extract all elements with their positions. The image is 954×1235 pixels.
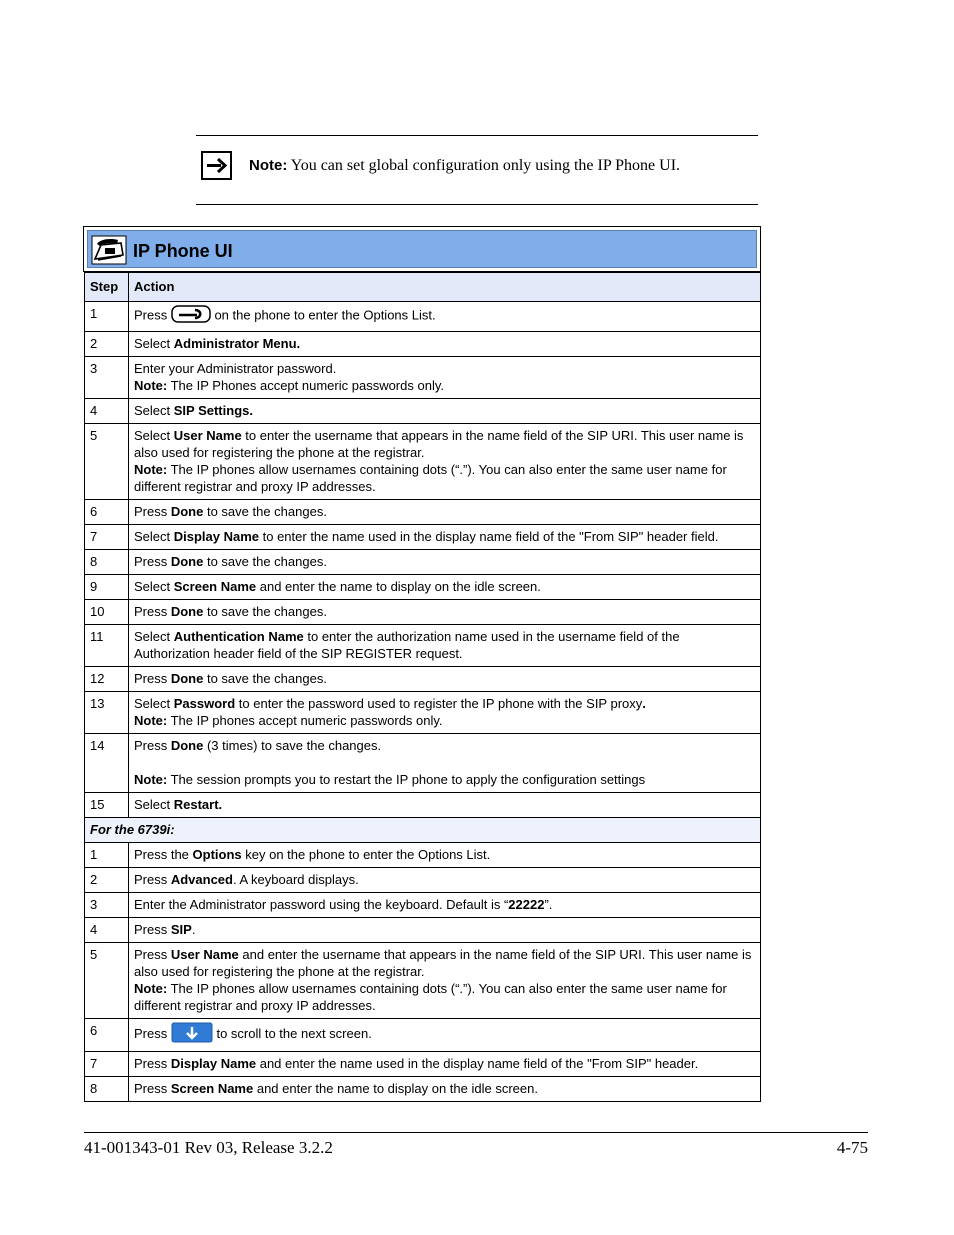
bold-text: User Name [173,428,242,443]
action-text: . A keyboard displays. [232,872,359,887]
action-text: The session prompts you to restart the IP phone to apply the configuration settings [167,772,646,787]
table-row [85,332,761,357]
action-text: Press [134,738,171,753]
step-action [129,550,761,575]
table-row [85,843,761,868]
step-number: 1 [85,302,129,332]
bold-text: User Name [170,947,239,962]
bold-text: SIP Settings. [173,403,253,418]
table-row [85,1019,761,1052]
action-text: Press [134,671,171,686]
action-text: and enter the name used in the display name field of the "From SIP" header. [256,1056,699,1071]
table-row [85,625,761,667]
bold-text: Note: [134,378,168,393]
action-text: to enter the name used in the display name field of the "From SIP" header field. [259,529,719,544]
bold-text: Administrator Menu. [173,336,301,351]
action-text: and enter the name to display on the idle screen. [253,1081,538,1096]
bold-text: Note: [134,772,168,787]
step-action [129,575,761,600]
bold-text: Done [170,738,204,753]
down-arrow-key-icon [171,1022,213,1047]
bold-text: Screen Name [173,579,257,594]
step-number: 4 [85,918,129,943]
step-number: 3 [85,357,129,399]
bold-text: Screen Name [170,1081,254,1096]
bold-text: Display Name [170,1056,257,1071]
action-text: ”. [544,897,553,912]
action-text: Press [134,1025,171,1041]
page-number: 4-75 [836,1138,868,1157]
step-number: 6 [85,500,129,525]
action-text: to scroll to the next screen. [212,1025,372,1041]
table-row [85,943,761,1019]
table-row [85,734,761,793]
step-number: 5 [85,424,129,500]
step-number: 8 [85,550,129,575]
step-action [129,332,761,357]
step-action [129,500,761,525]
bold-text: . [642,696,646,711]
action-text: The IP phones allow usernames containing dots (“.”). You can also enter the same user name for different registrar and proxy IP addresses. [134,462,727,494]
step-action [129,625,761,667]
step-number: 10 [85,600,129,625]
step-number: 13 [85,692,129,734]
action-text: Press [134,872,171,887]
step-action [129,1077,761,1102]
step-number: 2 [85,332,129,357]
bottom-rule [196,204,758,205]
bold-text: SIP [170,922,192,937]
bold-text: 22222 [508,897,545,912]
action-text: (3 times) to save the changes. [203,738,382,753]
action-text: Select [134,797,174,812]
action-text: The IP Phones accept numeric passwords only. [167,378,444,393]
step-number: 4 [85,399,129,424]
step-number: 6 [85,1019,129,1052]
action-text: Press [134,1081,171,1096]
steps-table [84,272,761,1102]
bold-text: Done [170,671,204,686]
step-action [129,734,761,793]
step-number: 15 [85,793,129,818]
bold-text: Display Name [173,529,260,544]
action-text: Press [134,554,171,569]
step-number: 14 [85,734,129,793]
options-key-icon [171,305,211,327]
step-header: Step [85,273,129,302]
action-text: The IP phones allow usernames containing dots (“.”). You can also enter the same user name for different registrar and proxy IP addresses. [134,981,727,1013]
arrow-right-icon [201,151,232,180]
table-row [85,667,761,692]
action-text: and enter the name to display on the idle screen. [256,579,541,594]
step-action [129,793,761,818]
step-action [129,357,761,399]
step-number: 1 [85,843,129,868]
table-row [85,424,761,500]
step-number: 9 [85,575,129,600]
table-row [85,1052,761,1077]
action-text: Select [134,696,174,711]
step-action [129,843,761,868]
table-row [85,500,761,525]
table-row [85,575,761,600]
step-number: 3 [85,893,129,918]
footer-rule [84,1132,868,1133]
step-number: 5 [85,943,129,1019]
bold-text: Note: [134,462,168,477]
table-row [85,525,761,550]
action-text: Select [134,336,174,351]
table-row [85,302,761,332]
action-text: . [191,922,196,937]
footer-doc-id: 41-001343-01 Rev 03, Release 3.2.2 [84,1138,333,1157]
action-text: The IP phones accept numeric passwords only. [167,713,443,728]
table-row [85,600,761,625]
bold-text: Options [192,847,242,862]
ip-phone-ui-banner [83,226,761,272]
table-row [85,692,761,734]
action-text: Press [134,504,171,519]
bold-text: Password [173,696,236,711]
action-text: to save the changes. [203,504,327,519]
action-header: Action [129,273,761,302]
action-text: Press the [134,847,193,862]
step-action [129,1052,761,1077]
action-text: to enter the authorization name used in the username field of the Authorization header field of the SIP REGISTER request. [134,629,680,661]
table-row [85,893,761,918]
action-text: Press [134,307,171,323]
step-action [129,1019,761,1052]
step-action [129,302,761,332]
table-row [85,868,761,893]
action-text: to save the changes. [203,604,327,619]
step-action [129,868,761,893]
action-text: and enter the username that appears in the name field of the SIP URI. This user name is also used for registering the phone at the registrar. [134,947,752,979]
bold-text: Done [170,604,204,619]
action-text: Press [134,922,171,937]
bold-text: Authentication Name [173,629,304,644]
action-text: to enter the username that appears in the name field of the SIP URI. This user name is also used for registering the phone at the registrar. [134,428,744,460]
action-text: key on the phone to enter the Options List. [241,847,491,862]
action-text: Select [134,428,174,443]
table-row [85,1077,761,1102]
step-number: 7 [85,525,129,550]
action-text: on the phone to enter the Options List. [210,307,436,323]
table-row [85,399,761,424]
table-row [85,918,761,943]
step-number: 12 [85,667,129,692]
step-number: 2 [85,868,129,893]
action-text: Enter your Administrator password. [134,361,337,376]
table-row [85,357,761,399]
step-action [129,424,761,500]
banner-title: IP Phone UI [133,241,233,261]
bold-text: Done [170,504,204,519]
step-action [129,600,761,625]
action-text: Select [134,403,174,418]
step-action [129,943,761,1019]
phone-icon [91,235,127,265]
step-number: 8 [85,1077,129,1102]
step-action [129,399,761,424]
action-text: Press [134,604,171,619]
action-text: Select [134,529,174,544]
bold-text: Note: [134,713,168,728]
note-text: You can set global configuration only using the IP Phone UI. [290,157,681,174]
top-rule [196,135,758,136]
table-row [85,550,761,575]
note [249,157,680,175]
action-text: to save the changes. [203,671,327,686]
action-text: to save the changes. [203,554,327,569]
step-action [129,525,761,550]
step-number: 11 [85,625,129,667]
action-text: Press [134,947,171,962]
section-title: For the 6739i: [85,818,761,843]
bold-text: Note: [134,981,168,996]
step-action [129,692,761,734]
step-action [129,918,761,943]
step-action [129,893,761,918]
step-number: 7 [85,1052,129,1077]
action-text: Enter the Administrator password using the keyboard. Default is “ [134,897,509,912]
action-text: to enter the password used to register the IP phone with the SIP proxy [235,696,643,711]
section-row [85,818,761,843]
table-row [85,793,761,818]
action-text: Press [134,1056,171,1071]
bold-text: Done [170,554,204,569]
note-label: Note: [249,157,288,174]
table-header-row [85,273,761,302]
bold-text: Advanced [170,872,233,887]
step-action [129,667,761,692]
bold-text: Restart. [173,797,223,812]
action-text: Select [134,629,174,644]
action-text: Select [134,579,174,594]
